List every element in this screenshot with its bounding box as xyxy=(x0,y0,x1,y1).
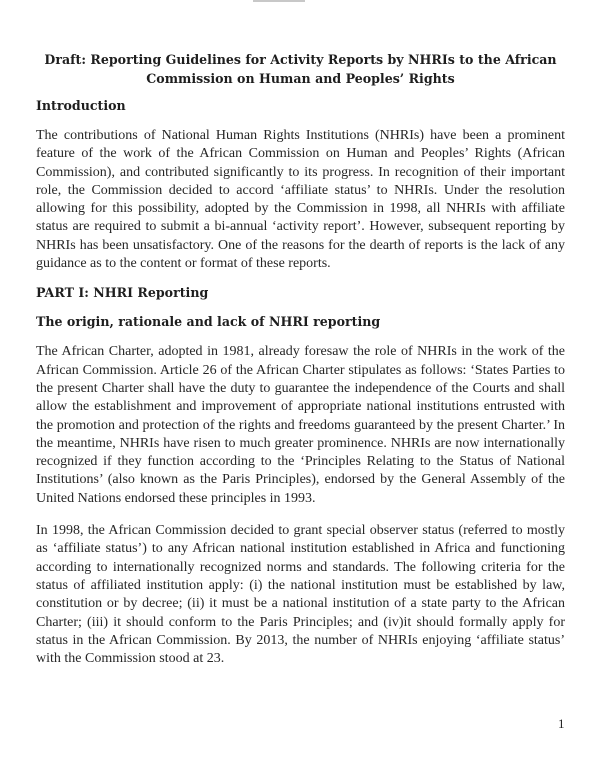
origin-heading: The origin, rationale and lack of NHRI reporting xyxy=(36,314,381,330)
document-body xyxy=(36,50,565,668)
part1-heading: PART I: NHRI Reporting xyxy=(36,285,209,301)
origin-paragraph-1: The African Charter, adopted in 1981, already foresaw the role of NHRIs in the work of the African Commission. Article 26 of the African Charter stipulates as follows: ‘States Parties to the present Charter shall have the duty to guarantee the independence of the Courts and shall allow the establishment and improvement of appropriate national institutions entrusted with the promotion and protection of the rights and freedoms guaranteed by the present Charter.’ In the meantime, NHRIs have risen to much greater prominence. NHRIs are now internationally recognized if they function according to the ‘Principles Relating to the Status of National Institutions’ (also known as the Paris Principles), endorsed by the General Assembly of the United Nations endorsed these principles in 1993. xyxy=(36,344,565,506)
document-title: Draft: Reporting Guidelines for Activity Reports by NHRIs to the African Commission on Human and Peoples’ Rights xyxy=(44,52,557,86)
page-number: 1 xyxy=(558,716,565,731)
introduction-heading: Introduction xyxy=(36,98,126,113)
header-mark xyxy=(253,0,305,2)
introduction-paragraph: The contributions of National Human Rights Institutions (NHRIs) have been a prominent feature of the work of the African Commission on Human and Peoples’ Rights (African Commission), and contributed significantly to its progress. In recognition of their important role, the Commission decided to accord ‘affiliate status’ to NHRIs. Under the resolution allowing for this possibility, adopted by the Commission in 1998, all NHRIs with affiliate status are required to submit a bi-annual ‘activity report’. However, subsequent reporting by NHRIs has been unsatisfactory. One of the reasons for the dearth of reports is the lack of any guidance as to the content or format of these reports. xyxy=(36,128,565,272)
origin-paragraph-2: In 1998, the African Commission decided to grant special observer status (referred to mostly as ‘affiliate status’) to any African national institution established in Africa and functioning according to internationally recognized norms and standards. The following criteria for the status of affiliated institution apply: (i) the national institution must be established by law, constitution or by decree; (ii) it must be a national institution of a state party to the African Charter; (iii) it should conform to the Paris Principles; and (iv)it should formally apply for status in the African Commission. By 2013, the number of NHRIs enjoying ‘affiliate status’ with the Commission stood at 23. xyxy=(36,523,565,667)
